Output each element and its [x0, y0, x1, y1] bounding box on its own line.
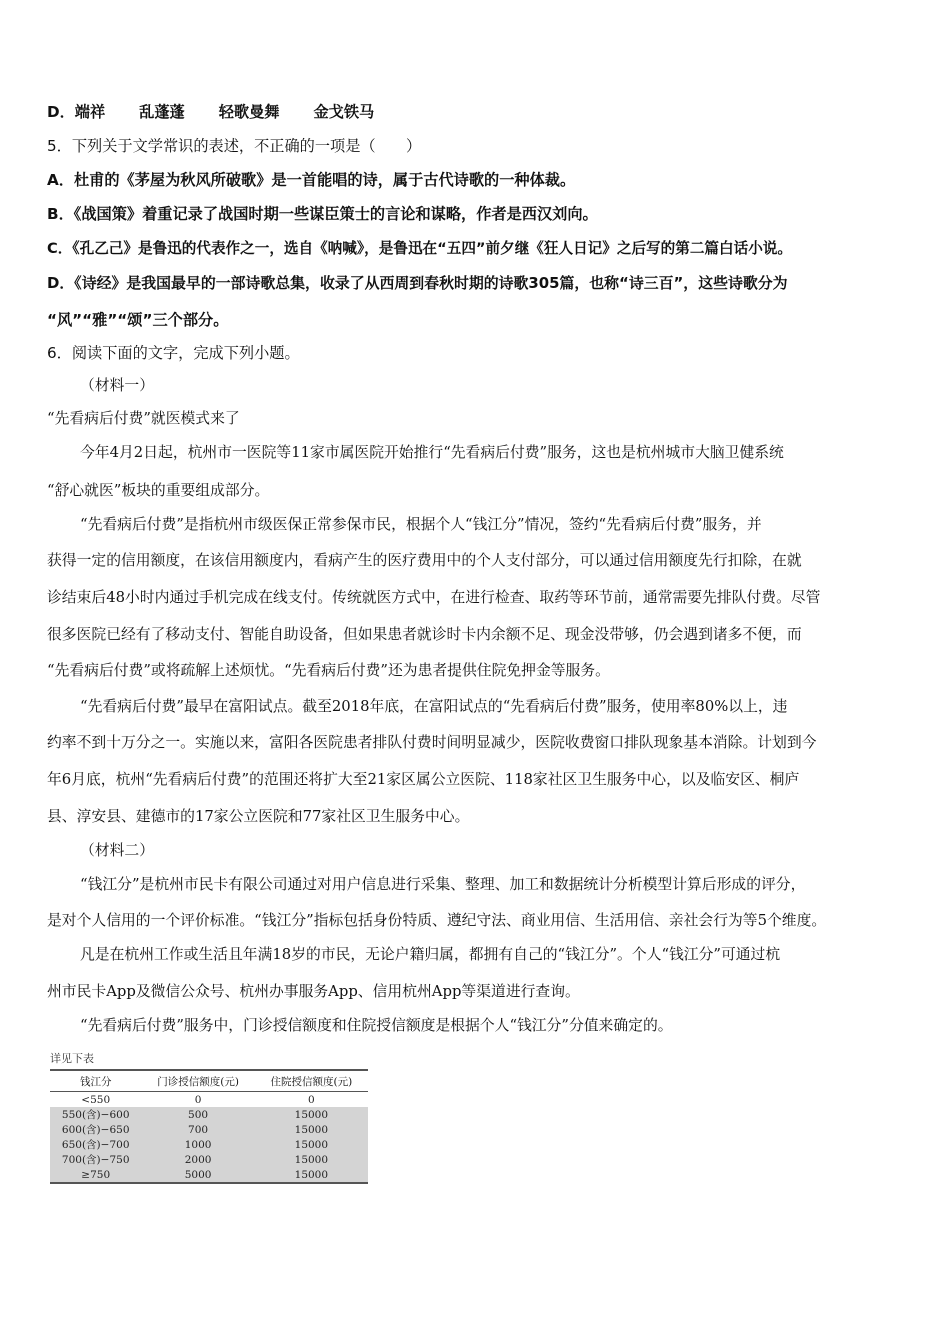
q5-option-a: A．杜甫的《茅屋为秋风所破歌》是一首能唱的诗，属于古代诗歌的一种体裁。	[47, 171, 576, 189]
q4-word-3: 轻歌曼舞	[218, 103, 280, 121]
p4-line2: 是对个人信用的一个评价标准。“钱江分”指标包括身份特质、遵纪守法、商业用信、生活用信、亲社会行为等5个维度。	[47, 912, 827, 929]
p5-line1: 凡是在杭州工作或生活且年满18岁的市民，无论户籍归属，都拥有自己的“钱江分”。个人“钱江分”可通过杭	[80, 946, 781, 963]
q4-word-1: 端祥	[74, 103, 106, 121]
table-header-score: 钱江分	[50, 1070, 141, 1092]
table-cell: <550	[50, 1092, 141, 1108]
q4-option-d	[47, 102, 374, 122]
q5-stem: 5．下列关于文学常识的表述，不正确的一项是（ ）	[47, 137, 422, 155]
table-cell: 1000	[141, 1137, 254, 1152]
q6-stem: 6．阅读下面的文字，完成下列小题。	[47, 344, 300, 362]
p1-line1: 今年4月2日起，杭州市一医院等11家市属医院开始推行“先看病后付费”服务，这也是杭州城市大脑卫健系统	[80, 444, 784, 461]
table-cell: 700	[141, 1122, 254, 1137]
p2-line2: 获得一定的信用额度，在该信用额度内，看病产生的医疗费用中的个人支付部分，可以通过信用额度先行扣除，在就	[47, 552, 802, 569]
p1-line2: “舒心就医”板块的重要组成部分。	[47, 482, 270, 499]
table-cell: 0	[255, 1092, 368, 1108]
table-cell: 650(含)−700	[50, 1137, 141, 1152]
p3-line1: “先看病后付费”最早在富阳试点。截至2018年底，在富阳试点的“先看病后付费”服务，使用率80%以上，违	[80, 698, 788, 715]
article-title: “先看病后付费”就医模式来了	[47, 410, 240, 427]
table-cell: 2000	[141, 1152, 254, 1167]
material2-label: （材料二）	[80, 842, 154, 859]
table-header-outpatient: 门诊授信额度(元)	[141, 1070, 254, 1092]
p2-line3: 诊结束后48小时内通过手机完成在线支付。传统就医方式中，在进行检查、取药等环节前，通常需要先排队付费。尽管	[47, 589, 821, 606]
q5-option-c: C．《孔乙己》是鲁迅的代表作之一，选自《呐喊》，是鲁迅在“五四”前夕继《狂人日记》之后写的第二篇白话小说。	[47, 240, 792, 257]
table-cell: 15000	[255, 1137, 368, 1152]
p6: “先看病后付费”服务中，门诊授信额度和住院授信额度是根据个人“钱江分”分值来确定的。	[80, 1017, 673, 1034]
table-cell: 600(含)−650	[50, 1122, 141, 1137]
table-row	[50, 1137, 368, 1152]
table-header-inpatient: 住院授信额度(元)	[255, 1070, 368, 1092]
table-cell: 15000	[255, 1107, 368, 1122]
table-row	[50, 1122, 368, 1137]
table-cell: 500	[141, 1107, 254, 1122]
table-cell: 700(含)−750	[50, 1152, 141, 1167]
material1-label: （材料一）	[80, 377, 154, 394]
p3-line4: 县、淳安县、建德市的17家公立医院和77家社区卫生服务中心。	[47, 808, 470, 825]
q4-option-d-label: D．	[47, 103, 75, 121]
table-caption: 详见下表	[50, 1052, 94, 1065]
table-row	[50, 1107, 368, 1122]
q5-option-b: B．《战国策》着重记录了战国时期一些谋臣策士的言论和谋略，作者是西汉刘向。	[47, 205, 598, 223]
table-cell: 550(含)−600	[50, 1107, 141, 1122]
table-cell: ≥750	[50, 1167, 141, 1183]
p2-line4: 很多医院已经有了移动支付、智能自助设备，但如果患者就诊时卡内余额不足、现金没带够，仍会遇到诸多不便，而	[47, 626, 802, 643]
q5-option-d-line2: “风”“雅”“颂”三个部分。	[47, 311, 229, 329]
table-cell: 15000	[255, 1167, 368, 1183]
table-row	[50, 1152, 368, 1167]
p4-line1: “钱江分”是杭州市民卡有限公司通过对用户信息进行采集、整理、加工和数据统计分析模型计算后形成的评分，	[80, 876, 806, 893]
table-cell: 5000	[141, 1167, 254, 1183]
credit-limit-table	[50, 1069, 368, 1184]
p3-line2: 约率不到十万分之一。实施以来，富阳各医院患者排队付费时间明显减少，医院收费窗口排队现象基本消除。计划到今	[47, 734, 817, 751]
q4-word-2: 乱蓬蓬	[139, 103, 185, 121]
table-cell: 0	[141, 1092, 254, 1108]
p5-line2: 州市民卡App及微信公众号、杭州办事服务App、信用杭州App等渠道进行查询。	[47, 983, 580, 1000]
table-row	[50, 1092, 368, 1108]
p2-line5: “先看病后付费”或将疏解上述烦忧。“先看病后付费”还为患者提供住院免押金等服务。	[47, 662, 610, 679]
table-cell: 15000	[255, 1152, 368, 1167]
table-cell: 15000	[255, 1122, 368, 1137]
table-row	[50, 1167, 368, 1183]
q4-word-4: 金戈铁马	[313, 103, 375, 121]
p2-line1: “先看病后付费”是指杭州市级医保正常参保市民，根据个人“钱江分”情况，签约“先看病后付费”服务，并	[80, 516, 762, 533]
p3-line3: 年6月底，杭州“先看病后付费”的范围还将扩大至21家区属公立医院、118家社区卫生服务中心，以及临安区、桐庐	[47, 771, 800, 788]
q5-option-d-line1: D．《诗经》是我国最早的一部诗歌总集，收录了从西周到春秋时期的诗歌305篇，也称“诗三百”，这些诗歌分为	[47, 274, 788, 292]
